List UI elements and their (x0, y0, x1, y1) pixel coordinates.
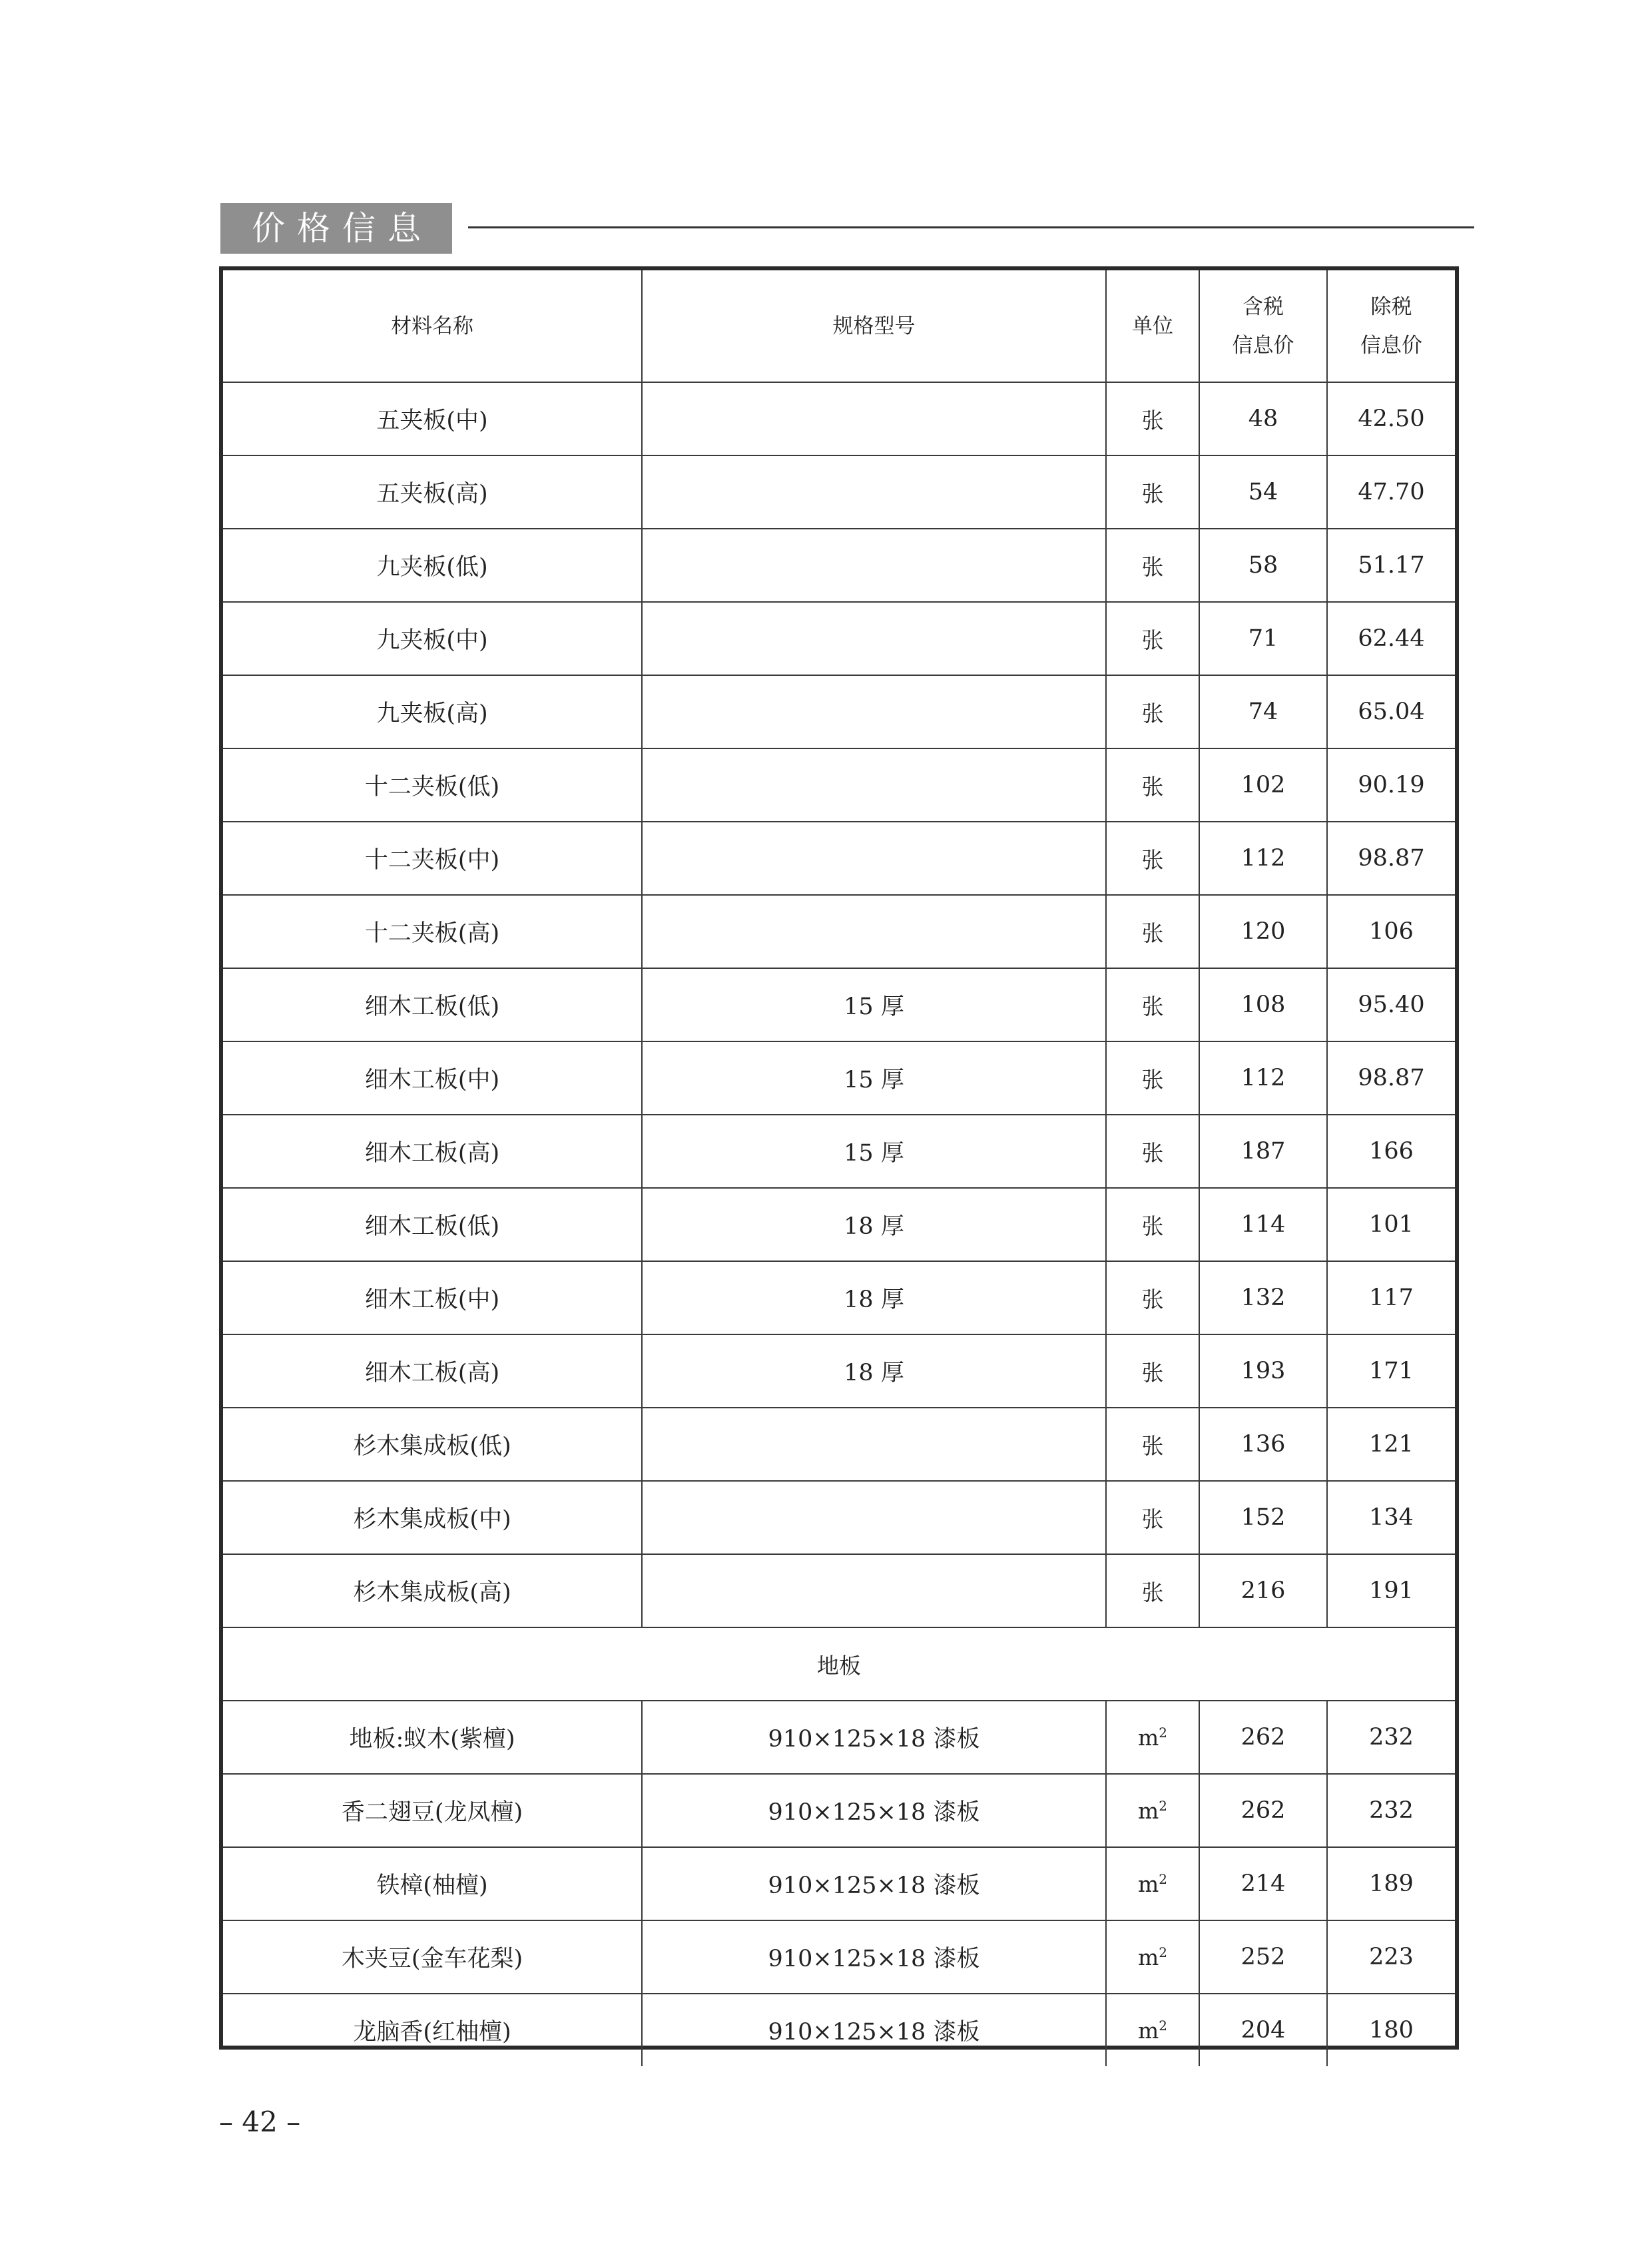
cell-price-tax: 262 (1199, 1701, 1327, 1774)
column-header-unit: 单位 (1106, 270, 1199, 382)
unit-base: m (1137, 1944, 1159, 1970)
cell-spec: 15 厚 (642, 1041, 1106, 1115)
cell-name: 九夹板(低) (223, 529, 642, 602)
cell-price-tax: 112 (1199, 1041, 1327, 1115)
cell-price-notax: 51.17 (1327, 529, 1455, 602)
table-row (223, 675, 1455, 748)
table-row (223, 1334, 1455, 1408)
cell-price-notax: 95.40 (1327, 968, 1455, 1041)
cell-name: 细木工板(中) (223, 1261, 642, 1334)
cell-unit: 张 (1106, 1408, 1199, 1481)
cell-unit (1106, 1847, 1199, 1920)
cell-name: 细木工板(高) (223, 1115, 642, 1188)
table-row (223, 1920, 1455, 1994)
cell-price-tax: 152 (1199, 1481, 1327, 1554)
cell-spec: 910×125×18 漆板 (642, 1701, 1106, 1774)
cell-spec: 18 厚 (642, 1334, 1106, 1408)
column-header-price-tax (1199, 270, 1327, 382)
cell-price-notax: 101 (1327, 1188, 1455, 1261)
cell-unit (1106, 1994, 1199, 2066)
table-row (223, 1481, 1455, 1554)
cell-spec (642, 895, 1106, 968)
table-row (223, 1554, 1455, 1627)
cell-unit (1106, 1920, 1199, 1994)
cell-price-tax: 108 (1199, 968, 1327, 1041)
cell-unit: 张 (1106, 1334, 1199, 1408)
cell-spec (642, 382, 1106, 455)
cell-price-tax: 74 (1199, 675, 1327, 748)
cell-price-tax: 132 (1199, 1261, 1327, 1334)
section-row (223, 1627, 1455, 1701)
cell-unit: 张 (1106, 1115, 1199, 1188)
section-header-tag: 价格信息 (220, 203, 452, 254)
cell-price-tax: 120 (1199, 895, 1327, 968)
cell-unit: 张 (1106, 1261, 1199, 1334)
unit-base: m (1137, 1870, 1159, 1897)
cell-price-notax: 171 (1327, 1334, 1455, 1408)
cell-spec: 910×125×18 漆板 (642, 1774, 1106, 1847)
cell-name: 五夹板(中) (223, 382, 642, 455)
cell-spec (642, 675, 1106, 748)
cell-price-notax: 180 (1327, 1994, 1455, 2066)
cell-name: 地板:蚁木(紫檀) (223, 1701, 642, 1774)
table-row (223, 602, 1455, 675)
cell-name: 九夹板(高) (223, 675, 642, 748)
cell-unit: 张 (1106, 529, 1199, 602)
cell-price-tax: 214 (1199, 1847, 1327, 1920)
cell-price-tax: 102 (1199, 748, 1327, 822)
cell-price-tax: 71 (1199, 602, 1327, 675)
cell-name: 十二夹板(中) (223, 822, 642, 895)
cell-price-notax: 134 (1327, 1481, 1455, 1554)
table-row (223, 895, 1455, 968)
table-row (223, 1994, 1455, 2066)
column-header-price-notax-line2: 信息价 (1360, 333, 1422, 358)
cell-spec: 910×125×18 漆板 (642, 1920, 1106, 1994)
table-row (223, 968, 1455, 1041)
cell-spec (642, 748, 1106, 822)
cell-price-notax: 98.87 (1327, 1041, 1455, 1115)
cell-name: 杉木集成板(高) (223, 1554, 642, 1627)
table-row (223, 1041, 1455, 1115)
cell-spec (642, 1554, 1106, 1627)
column-header-name: 材料名称 (223, 270, 642, 382)
column-header-price-tax-line1: 含税 (1242, 294, 1284, 319)
cell-spec (642, 1408, 1106, 1481)
cell-price-notax: 98.87 (1327, 822, 1455, 895)
cell-name: 十二夹板(低) (223, 748, 642, 822)
cell-price-notax: 191 (1327, 1554, 1455, 1627)
cell-name: 杉木集成板(低) (223, 1408, 642, 1481)
cell-price-tax: 216 (1199, 1554, 1327, 1627)
cell-spec: 910×125×18 漆板 (642, 1994, 1106, 2066)
cell-price-notax: 65.04 (1327, 675, 1455, 748)
cell-spec (642, 529, 1106, 602)
cell-price-notax: 106 (1327, 895, 1455, 968)
cell-unit: 张 (1106, 895, 1199, 968)
unit-base: m (1137, 1797, 1159, 1824)
cell-price-tax: 48 (1199, 382, 1327, 455)
section-label-flooring: 地板 (223, 1627, 1455, 1701)
cell-unit (1106, 1701, 1199, 1774)
cell-price-tax: 112 (1199, 822, 1327, 895)
column-header-price-tax-line2: 信息价 (1232, 333, 1294, 358)
column-header-spec: 规格型号 (642, 270, 1106, 382)
table-row (223, 1188, 1455, 1261)
cell-price-notax: 42.50 (1327, 382, 1455, 455)
cell-price-notax: 62.44 (1327, 602, 1455, 675)
cell-unit: 张 (1106, 968, 1199, 1041)
cell-spec (642, 822, 1106, 895)
table-row (223, 1701, 1455, 1774)
cell-price-tax: 187 (1199, 1115, 1327, 1188)
table-row (223, 1408, 1455, 1481)
table-row (223, 1261, 1455, 1334)
column-header-price-notax (1327, 270, 1455, 382)
cell-price-tax: 252 (1199, 1920, 1327, 1994)
cell-unit: 张 (1106, 455, 1199, 529)
cell-price-tax: 136 (1199, 1408, 1327, 1481)
header-rule (468, 226, 1474, 228)
cell-name: 杉木集成板(中) (223, 1481, 642, 1554)
cell-spec: 910×125×18 漆板 (642, 1847, 1106, 1920)
cell-spec: 18 厚 (642, 1188, 1106, 1261)
unit-exponent: 2 (1159, 2017, 1168, 2034)
cell-name: 五夹板(高) (223, 455, 642, 529)
table-row (223, 748, 1455, 822)
cell-price-notax: 189 (1327, 1847, 1455, 1920)
cell-price-notax: 223 (1327, 1920, 1455, 1994)
cell-spec (642, 1481, 1106, 1554)
page-number: – 42 – (219, 2106, 301, 2138)
cell-name: 铁樟(柚檀) (223, 1847, 642, 1920)
cell-name: 九夹板(中) (223, 602, 642, 675)
cell-price-tax: 193 (1199, 1334, 1327, 1408)
table-row (223, 1115, 1455, 1188)
table-row (223, 1774, 1455, 1847)
cell-unit: 张 (1106, 602, 1199, 675)
table-row (223, 455, 1455, 529)
unit-exponent: 2 (1159, 1944, 1168, 1960)
unit-exponent: 2 (1159, 1724, 1168, 1741)
cell-price-notax: 47.70 (1327, 455, 1455, 529)
cell-name: 木夹豆(金车花梨) (223, 1920, 642, 1994)
price-table (223, 270, 1455, 2066)
cell-name: 十二夹板(高) (223, 895, 642, 968)
cell-name: 香二翅豆(龙凤檀) (223, 1774, 642, 1847)
unit-exponent: 2 (1159, 1797, 1168, 1814)
unit-base: m (1137, 2017, 1159, 2044)
cell-unit: 张 (1106, 1554, 1199, 1627)
cell-price-notax: 232 (1327, 1701, 1455, 1774)
column-header-price-notax-line1: 除税 (1370, 294, 1412, 319)
cell-spec (642, 602, 1106, 675)
cell-price-notax: 117 (1327, 1261, 1455, 1334)
cell-unit: 张 (1106, 675, 1199, 748)
table-row (223, 1847, 1455, 1920)
cell-price-tax: 58 (1199, 529, 1327, 602)
cell-price-tax: 114 (1199, 1188, 1327, 1261)
cell-unit: 张 (1106, 1481, 1199, 1554)
cell-name: 龙脑香(红柚檀) (223, 1994, 642, 2066)
cell-price-notax: 166 (1327, 1115, 1455, 1188)
cell-unit (1106, 1774, 1199, 1847)
cell-price-notax: 121 (1327, 1408, 1455, 1481)
cell-spec: 15 厚 (642, 968, 1106, 1041)
unit-exponent: 2 (1159, 1870, 1168, 1887)
cell-name: 细木工板(低) (223, 1188, 642, 1261)
unit-base: m (1137, 1724, 1159, 1751)
cell-spec: 18 厚 (642, 1261, 1106, 1334)
cell-unit: 张 (1106, 748, 1199, 822)
cell-price-tax: 54 (1199, 455, 1327, 529)
table-row (223, 529, 1455, 602)
cell-spec (642, 455, 1106, 529)
cell-unit: 张 (1106, 382, 1199, 455)
cell-unit: 张 (1106, 822, 1199, 895)
table-row (223, 382, 1455, 455)
cell-unit: 张 (1106, 1188, 1199, 1261)
cell-name: 细木工板(中) (223, 1041, 642, 1115)
cell-name: 细木工板(高) (223, 1334, 642, 1408)
cell-price-notax: 90.19 (1327, 748, 1455, 822)
cell-unit: 张 (1106, 1041, 1199, 1115)
cell-spec: 15 厚 (642, 1115, 1106, 1188)
cell-price-tax: 262 (1199, 1774, 1327, 1847)
cell-price-notax: 232 (1327, 1774, 1455, 1847)
cell-name: 细木工板(低) (223, 968, 642, 1041)
table-header-row (223, 270, 1455, 382)
cell-price-tax: 204 (1199, 1994, 1327, 2066)
table-row (223, 822, 1455, 895)
